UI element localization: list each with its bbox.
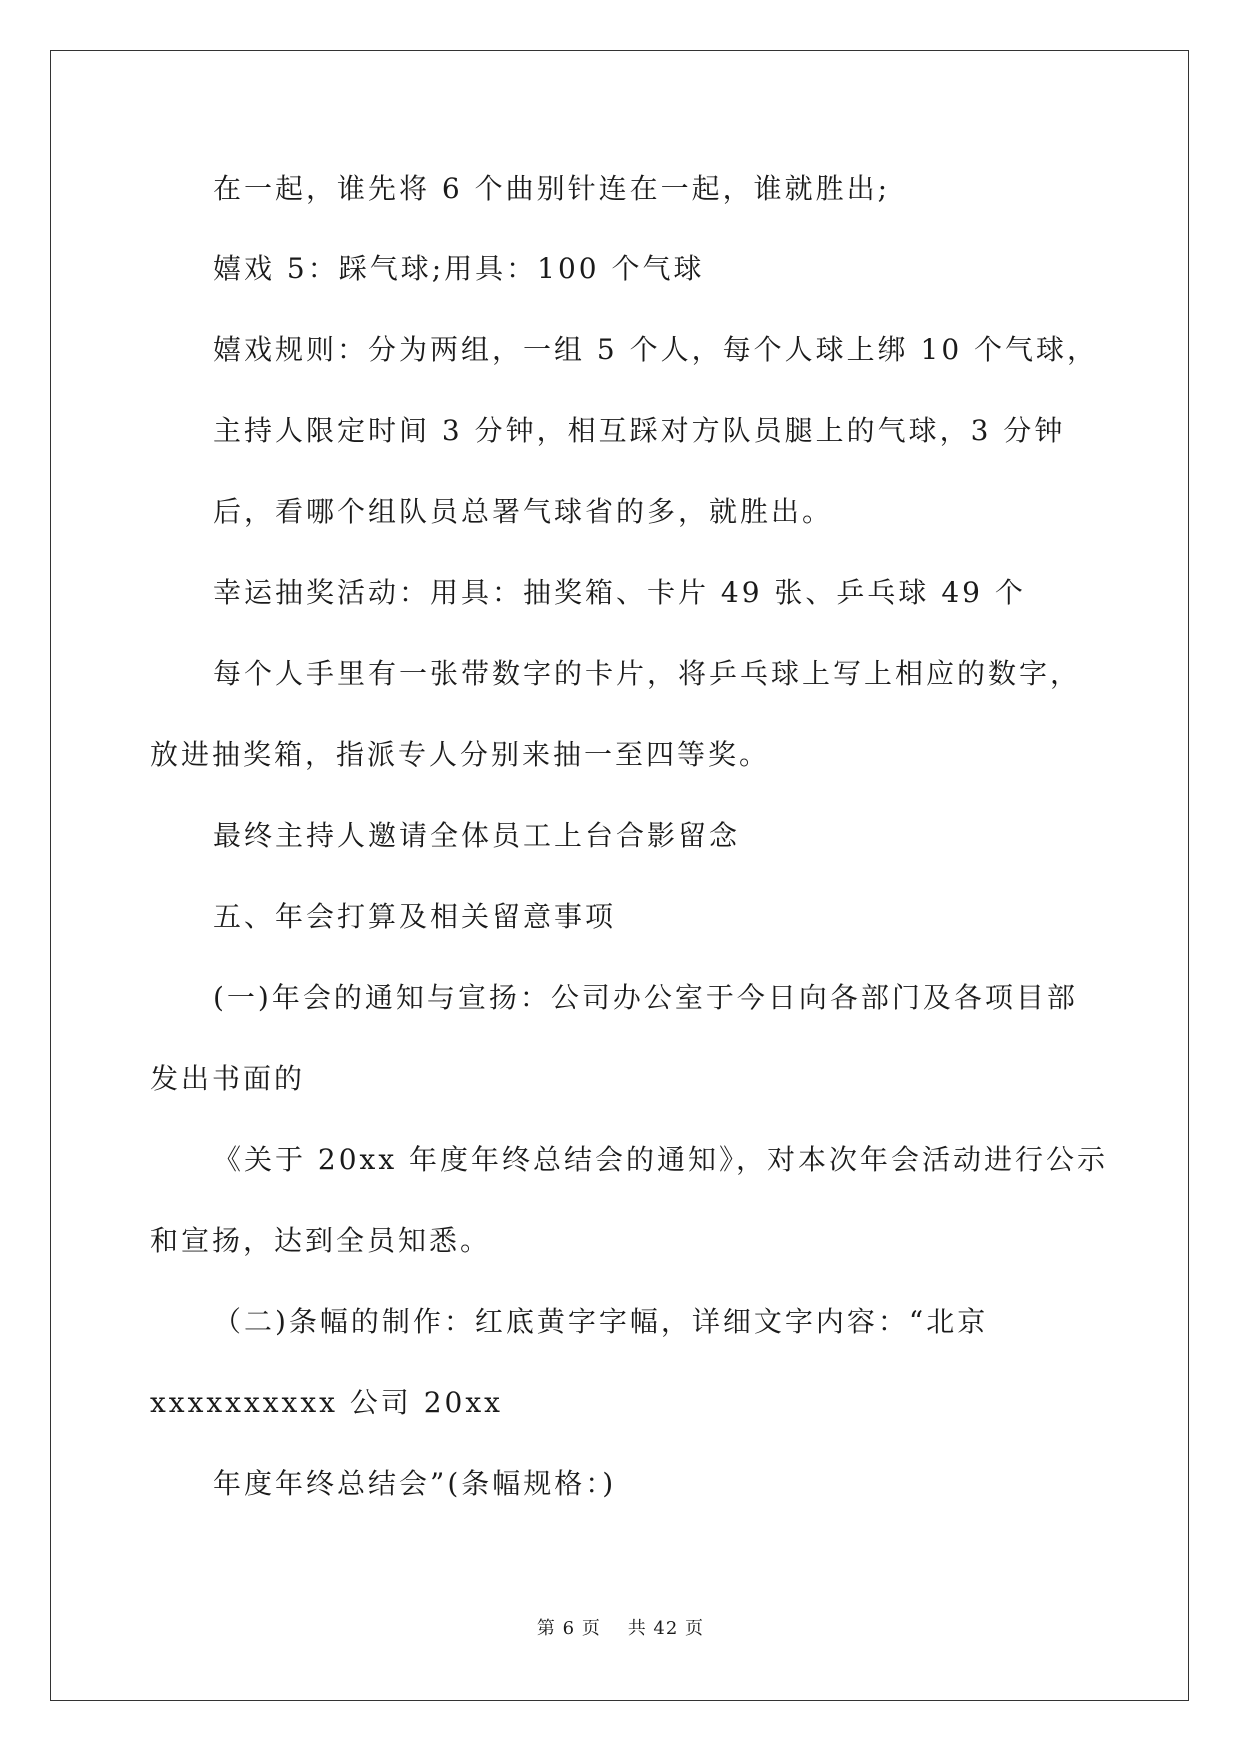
- text-line-9: 最终主持人邀请全体员工上台合影留念: [213, 819, 741, 852]
- text-line-1: 在一起，谁先将 6 个曲别针连在一起，谁就胜出;: [213, 172, 891, 205]
- text-line-17: 年度年终总结会”(条幅规格：): [213, 1467, 617, 1500]
- text-line-15: （二)条幅的制作：红底黄字字幅，详细文字内容：“北京: [213, 1305, 989, 1338]
- text-line-7: 每个人手里有一张带数字的卡片，将乒乓球上写上相应的数字，: [213, 657, 1082, 690]
- text-line-11: (一)年会的通知与宣扬：公司办公室于今日向各部门及各项目部: [213, 981, 1078, 1014]
- text-line-12: 发出书面的: [150, 1062, 306, 1095]
- page-footer: 第 6 页 共 42 页: [536, 1618, 705, 1639]
- page-border: [50, 50, 1189, 1701]
- text-line-16: xxxxxxxxxx 公司 20xx: [150, 1386, 503, 1419]
- section-heading: 五、年会打算及相关留意事项: [213, 900, 617, 933]
- text-line-8: 放进抽奖箱，指派专人分别来抽一至四等奖。: [150, 738, 771, 771]
- text-line-13: 《关于 20xx 年度年终总结会的通知》，对本次年会活动进行公示: [213, 1143, 1109, 1176]
- text-line-6: 幸运抽奖活动：用具：抽奖箱、卡片 49 张、乒乓球 49 个: [213, 576, 1026, 609]
- text-line-2: 嬉戏 5：踩气球;用具：100 个气球: [213, 252, 705, 285]
- text-line-5: 后，看哪个组队员总署气球省的多，就胜出。: [213, 495, 834, 528]
- text-line-4: 主持人限定时间 3 分钟，相互踩对方队员腿上的气球，3 分钟: [213, 414, 1066, 447]
- text-line-14: 和宣扬，达到全员知悉。: [150, 1224, 492, 1257]
- text-line-3: 嬉戏规则：分为两组，一组 5 个人，每个人球上绑 10 个气球，: [213, 333, 1099, 366]
